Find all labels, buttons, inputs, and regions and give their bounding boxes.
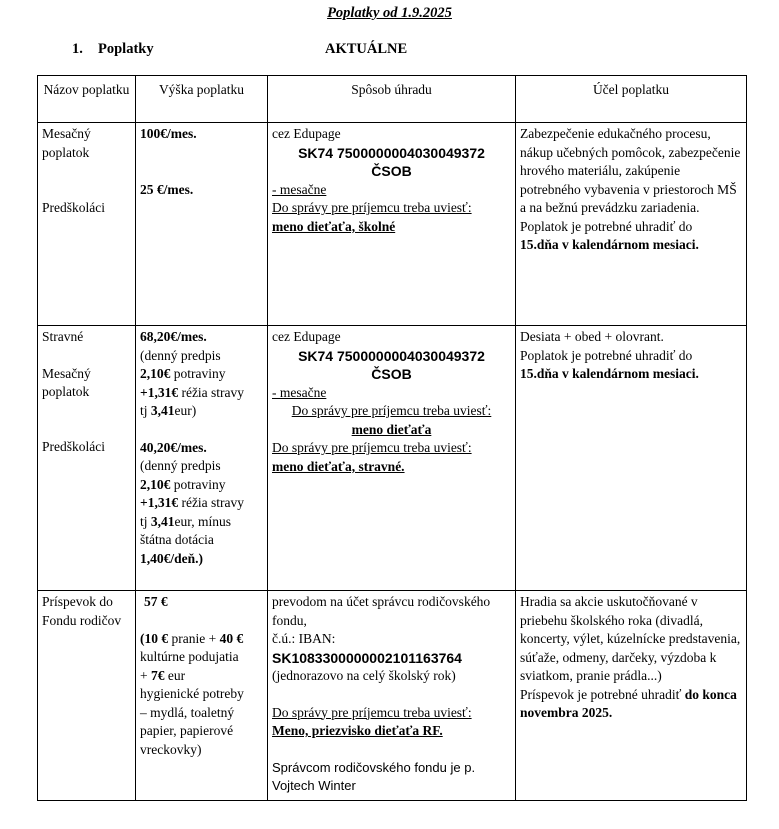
amount-fund-line: (10 € pranie + 40 €: [140, 630, 244, 646]
amount-meals-line: 2,10€ potraviny: [140, 366, 226, 381]
header-payment-method: Spôsob úhradu: [268, 76, 516, 123]
amount-preschool-line: štátna dotácia: [140, 532, 214, 547]
payment-frequency: - mesačne: [272, 181, 327, 197]
amount-fund-line: + 7€ eur: [140, 667, 186, 683]
section-number: 1.: [72, 41, 83, 57]
fee-name-meals: Stravné: [42, 329, 84, 344]
payment-note-value: Meno, priezvisko dieťaťa RF.: [272, 723, 443, 738]
pay-method: prevodom na účet správcu rodičovského fondu,: [272, 594, 491, 628]
fee-name-preschool: Predškoláci: [42, 200, 105, 215]
fee-name-monthly: Mesačný poplatok: [42, 365, 91, 399]
table-row: [38, 123, 747, 326]
bank-name: ČSOB: [371, 163, 412, 179]
fees-table: [37, 75, 747, 801]
payment-note: Do správy pre príjemcu treba uviesť:: [272, 440, 472, 455]
payment-method-cell: [268, 591, 516, 801]
due-text: Poplatok je potrebné uhradiť do: [520, 218, 693, 234]
amount-preschool-line: (denný predpis: [140, 458, 221, 473]
payment-note: Do správy pre príjemcu treba uviesť:: [291, 403, 492, 418]
amount-meals-line: tj 3,41eur): [140, 403, 197, 418]
pay-frequency: (jednorazovo na celý školský rok): [272, 668, 456, 683]
amount-monthly: 100€/mes.: [140, 126, 197, 141]
purpose-cell: [516, 123, 747, 326]
iban-number: SK1083300000002101163764: [272, 649, 462, 666]
fee-amount-cell: [136, 123, 268, 326]
purpose-text: Zabezpečenie edukačného procesu, nákup učebných pomôcok, zabezpečenie hrového materiálu, zakúpenie potrebného vybavenia v priestoroch MŠ a na bežnú prevádzku zariadenia.: [520, 126, 741, 215]
fee-name-cell: [38, 123, 136, 326]
fee-name-parents-fund: Príspevok do Fondu rodičov: [42, 594, 122, 628]
purpose-cell: [516, 326, 747, 591]
payment-note-value: meno dieťaťa, stravné.: [272, 458, 405, 474]
payment-method-cell: [268, 326, 516, 591]
fee-name-preschool: Predškoláci: [42, 438, 105, 454]
amount-preschool-head: 40,20€/mes.: [140, 439, 207, 455]
amount-preschool-line: tj 3,41eur, mínus: [140, 513, 231, 529]
pay-via: cez Edupage: [272, 329, 341, 344]
amount-meals-head: 68,20€/mes.: [140, 329, 207, 344]
pay-via: cez Edupage: [272, 126, 341, 141]
payment-note: Do správy pre príjemcu treba uviesť:: [272, 704, 472, 720]
purpose-text: Desiata + obed + olovrant.: [520, 329, 664, 344]
amount-fund-line: – mydlá, toaletný: [140, 704, 235, 720]
amount-fund-line: kultúrne podujatia: [140, 649, 239, 664]
due-date: do konca novembra 2025.: [520, 686, 737, 720]
fee-name-cell: [38, 591, 136, 801]
fee-name-cell: [38, 326, 136, 591]
due-line: [520, 686, 742, 723]
amount-preschool-line: 2,10€ potraviny: [140, 476, 226, 492]
iban-number: SK74 7500000004030049372: [298, 347, 485, 364]
iban-number: SK74 7500000004030049372: [298, 144, 485, 161]
header-fee-name: Názov poplatku: [38, 76, 136, 123]
amount-fund-head: 57 €: [144, 594, 168, 609]
amount-preschool-line: 1,40€/deň.): [140, 550, 204, 566]
amount-preschool-line: +1,31€ réžia stravy: [140, 495, 245, 510]
status-heading: AKTUÁLNE: [325, 41, 408, 57]
due-date: 15.dňa v kalendárnom mesiaci.: [520, 237, 699, 252]
table-row: [38, 326, 747, 591]
purpose-text: Hradia sa akcie uskutočňované v priebehu školského roka (divadlá, koncerty, výlet, kúzelnícke predstavenia, súťaže, odmeny, darčeky, výzdoba k sviatkom, pranie prádla...): [520, 594, 741, 683]
payment-note: Do správy pre príjemcu treba uviesť:: [272, 200, 472, 215]
amount-meals-line: +1,31€ réžia stravy: [140, 384, 245, 400]
due-date: 15.dňa v kalendárnom mesiaci.: [520, 366, 699, 381]
amount-preschool: 25 €/mes.: [140, 181, 194, 197]
amount-fund-line: hygienické potreby: [140, 686, 244, 701]
document-title: Poplatky od 1.9.2025: [327, 5, 452, 21]
amount-meals-line: (denný predpis: [140, 347, 221, 363]
payment-note-value: meno dieťaťa: [351, 421, 432, 437]
pay-account-label: č.ú.: IBAN:: [272, 631, 336, 646]
fee-amount-cell: [136, 326, 268, 591]
fee-name-monthly: Mesačný poplatok: [42, 126, 91, 160]
payment-method-cell: [268, 123, 516, 326]
purpose-cell: [516, 591, 747, 801]
amount-fund-line: papier, papierové: [140, 723, 234, 738]
payment-frequency: - mesačne: [272, 384, 327, 400]
due-text: Poplatok je potrebné uhradiť do: [520, 347, 693, 363]
header-fee-purpose: Účel poplatku: [516, 76, 747, 123]
due-text: Príspevok je potrebné uhradiť: [520, 686, 685, 702]
amount-fund-line: vreckovky): [140, 741, 202, 757]
fee-amount-cell: [136, 591, 268, 801]
header-fee-amount: Výška poplatku: [136, 76, 268, 123]
table-row: [38, 591, 747, 801]
bank-name: ČSOB: [371, 366, 412, 382]
fund-administrator: Správcom rodičovského fondu je p. Vojtech Winter: [272, 759, 476, 793]
payment-note-value: meno dieťaťa, školné: [272, 218, 396, 234]
section-heading: [72, 40, 154, 59]
table-header-row: [38, 76, 747, 123]
section-label: Poplatky: [98, 41, 154, 57]
